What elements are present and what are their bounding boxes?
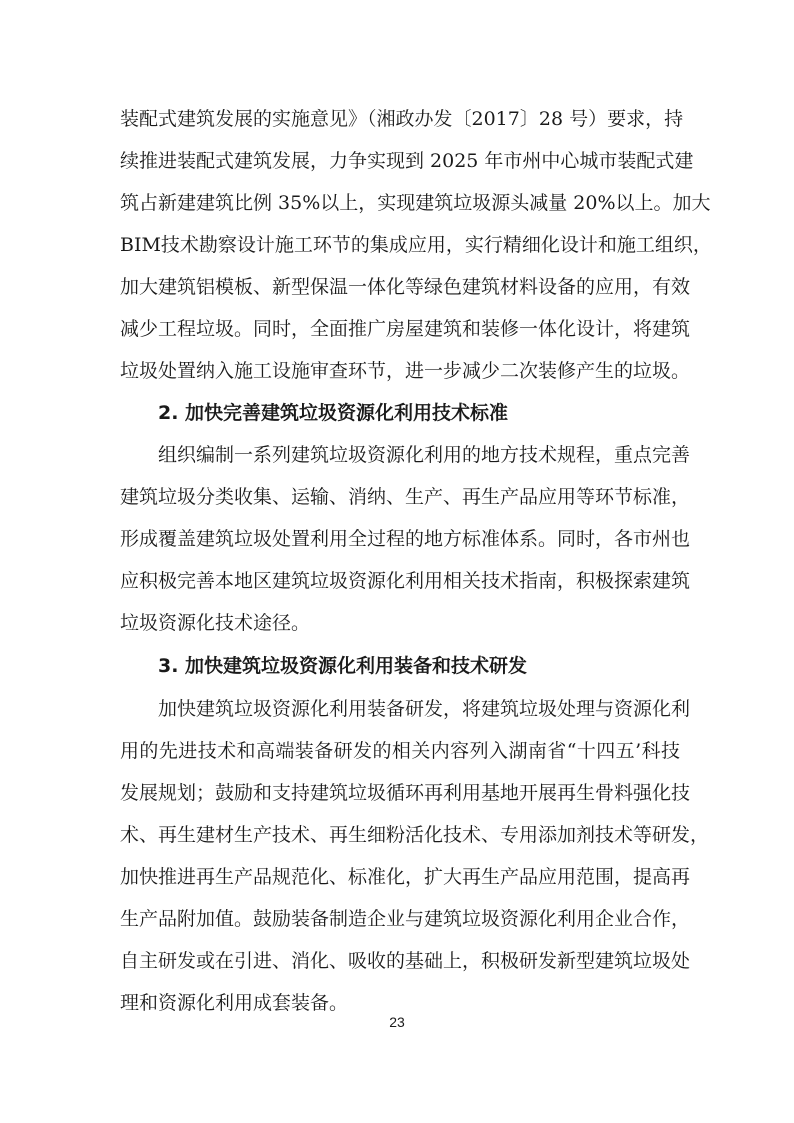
paragraph-2-line: 形成覆盖建筑垃圾处置利用全过程的地方标准体系。同时，各市州也: [120, 528, 691, 550]
paragraph-3-line: 用的先进技术和高端装备研发的相关内容列入湖南省“十四五’科技: [120, 740, 680, 762]
paragraph-3-line: 理和资源化利用成套装备。: [120, 992, 349, 1014]
section-heading-2: 2. 加快完善建筑垃圾资源化利用技术标准: [158, 402, 509, 424]
paragraph-1-line: 筑占新建建筑比例 35%以上，实现建筑垃圾源头减量 20%以上。加大: [120, 192, 711, 214]
paragraph-3-line: 自主研发或在引进、消化、吸收的基础上，积极研发新型建筑垃圾处: [120, 950, 691, 972]
paragraph-2-line: 垃圾资源化技术途径。: [120, 612, 311, 634]
paragraph-1-line: 垃圾处置纳入施工设施审查环节，进一步减少二次装修产生的垃圾。: [120, 360, 691, 382]
paragraph-3-line: 术、再生建材生产技术、再生细粉活化技术、专用添加剂技术等研发，: [120, 824, 710, 846]
paragraph-1-line: BIM技术勘察设计施工环节的集成应用，实行精细化设计和施工组织，: [120, 234, 712, 256]
paragraph-3-line: 生产品附加值。鼓励装备制造企业与建筑垃圾资源化利用企业合作，: [120, 908, 691, 930]
paragraph-2-line: 组织编制一系列建筑垃圾资源化利用的地方技术规程，重点完善: [158, 444, 691, 466]
paragraph-1-line: 续推进装配式建筑发展，力争实现到 2025 年市州中心城市装配式建: [120, 150, 694, 172]
paragraph-3-line: 加快推进再生产品规范化、标准化，扩大再生产品应用范围，提高再: [120, 866, 691, 888]
page-number: 23: [389, 1014, 405, 1030]
paragraph-2-line: 应积极完善本地区建筑垃圾资源化利用相关技术指南，积极探索建筑: [120, 570, 691, 592]
section-heading-3: 3. 加快建筑垃圾资源化利用装备和技术研发: [158, 655, 528, 677]
paragraph-1-line: 加大建筑铝模板、新型保温一体化等绿色建筑材料设备的应用，有效: [120, 276, 691, 298]
paragraph-1-line: 减少工程垃圾。同时，全面推广房屋建筑和装修一体化设计，将建筑: [120, 318, 691, 340]
paragraph-3-line: 发展规划；鼓励和支持建筑垃圾循环再利用基地开展再生骨料强化技: [120, 782, 691, 804]
paragraph-2-line: 建筑垃圾分类收集、运输、消纳、生产、再生产品应用等环节标准，: [120, 486, 691, 508]
paragraph-3-line: 加快建筑垃圾资源化利用装备研发，将建筑垃圾处理与资源化利: [158, 698, 691, 720]
paragraph-1-line: 装配式建筑发展的实施意见》（湘政办发〔2017〕28 号）要求，持: [120, 108, 684, 130]
